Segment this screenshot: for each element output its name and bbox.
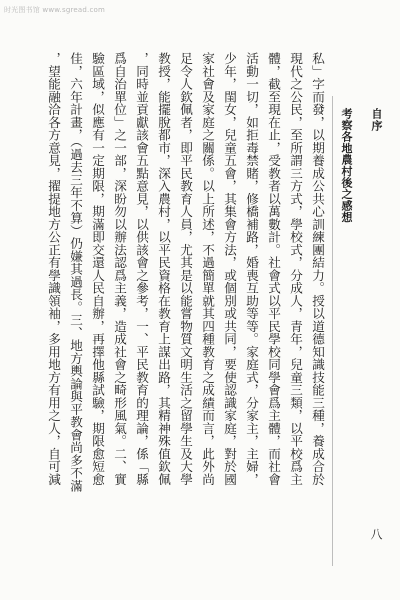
text-column-10: 爲自治單位」之一部，深盼勿以辦法認爲主義，造成社會之畸形風氣。二、實 [112,52,127,486]
header-section-label: 自序 [370,108,383,132]
text-column-9: ，同時並貢獻該會五點意見，以供該會之參考，一、平民教育的理論，係「縣 [134,52,149,486]
text-column-3: 體，截至現在止，受教者以萬數計。社會式以平民學校同學會爲主體，而社會 [266,52,281,486]
text-column-7: 足令人欽佩者，即平民教育人員，尤其是以能嘗物質文明生活之留學生及大學 [178,52,193,486]
text-column-5: 少年，閨女，兒童五會，其集會方法，或個別或共同，要使認識家庭，對於國 [222,52,237,486]
text-column-6: 家社會及家庭之關係。以上所述，不過簡單就其四種教育之成績而言，此外尚 [200,52,215,486]
header-divider [332,96,333,566]
text-column-4: 活動一切，如拒毒禁賭，修橋補路，婚喪互助等等。家庭式，分家主，主婦， [244,52,259,486]
text-column-12: 佳，六年計畫，（過去三年不算）仍嫌其過長。三、地方輿論與平教會尚多不滿 [68,52,83,492]
text-column-2: 現代之公民，至所謂三方式，學校式，分成人，青年，兒童三類，以平校爲主 [288,52,303,486]
text-column-8: 教授，能擺脫都市，深入農村，以平民資格在教育上謀出路，其精神殊值欽佩 [156,52,171,486]
text-column-11: 驗區域，似應有一定期限，期滿即交還人民自辦，再擇他縣試驗，期限愈短愈 [90,52,105,486]
header-chapter-title: 考察各地農村後之感想 [340,108,353,223]
text-column-1: 私」字而發，以期養成公共心訓練團結力。授以道德知識技能三種，養成合於 [310,52,325,486]
text-column-13: ，望能融洽各方意見，擢提地方公正有學識領袖，多用地方有用之人，自可減 [46,52,61,486]
watermark-text: 时光图书馆 www.sgread.com [4,6,106,14]
page-number: 八 [369,528,383,540]
